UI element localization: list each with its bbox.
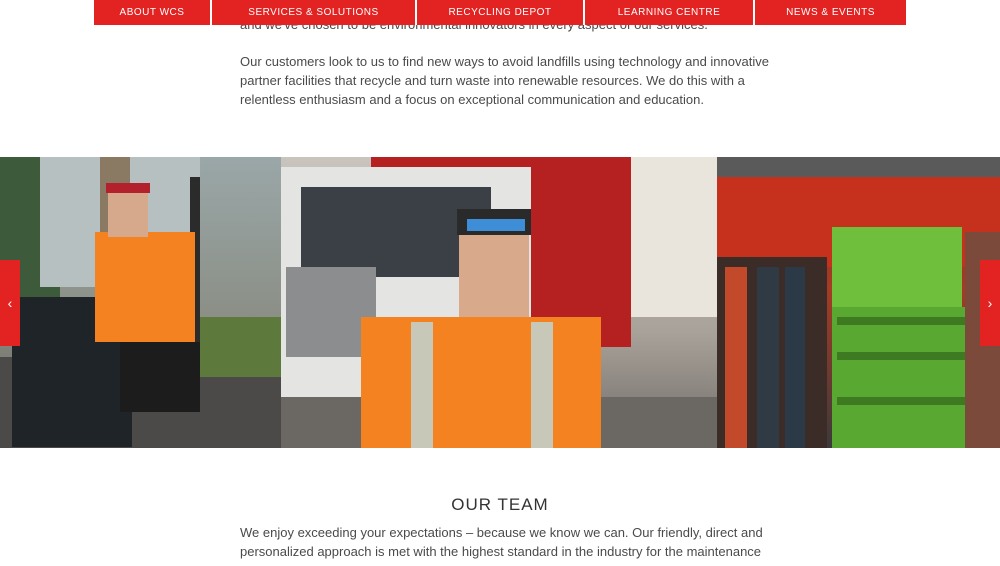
gallery-photo-worker-bin — [0, 157, 281, 448]
gallery-next-button[interactable] — [980, 260, 1000, 346]
workshop-illustration — [717, 157, 1000, 448]
worker-truck-illustration — [281, 157, 717, 448]
chevron-left-icon: ‹ — [7, 295, 13, 311]
gallery-photo-worker-truck — [281, 157, 717, 448]
main-navigation — [94, 0, 906, 25]
nav-item-about[interactable]: ABOUT WCS — [94, 0, 212, 25]
nav-item-services[interactable]: SERVICES & SOLUTIONS — [212, 0, 417, 25]
gallery-photo-workshop — [717, 157, 1000, 448]
photo-gallery — [0, 157, 1000, 448]
worker-bin-illustration — [0, 157, 281, 448]
nav-item-recycling-depot[interactable]: RECYCLING DEPOT — [417, 0, 585, 25]
chevron-right-icon: › — [987, 295, 993, 311]
nav-item-news-events[interactable]: NEWS & EVENTS — [755, 0, 906, 25]
team-heading: OUR TEAM — [451, 495, 549, 514]
team-paragraph: We enjoy exceeding your expectations – because we know we can. Our friendly, direct and personalized approach is met with the highest standard in the industry for the maintenance — [240, 525, 763, 559]
nav-item-learning-centre[interactable]: LEARNING CENTRE — [585, 0, 755, 25]
gallery-prev-button[interactable] — [0, 260, 20, 346]
intro-paragraph: Our customers look to us to find new ways to avoid landfills using technology and innovative partner facilities that recycle and turn waste into renewable resources. We do this with a relentless enthusiasm and a focus on exceptional communication and education. — [240, 54, 769, 107]
